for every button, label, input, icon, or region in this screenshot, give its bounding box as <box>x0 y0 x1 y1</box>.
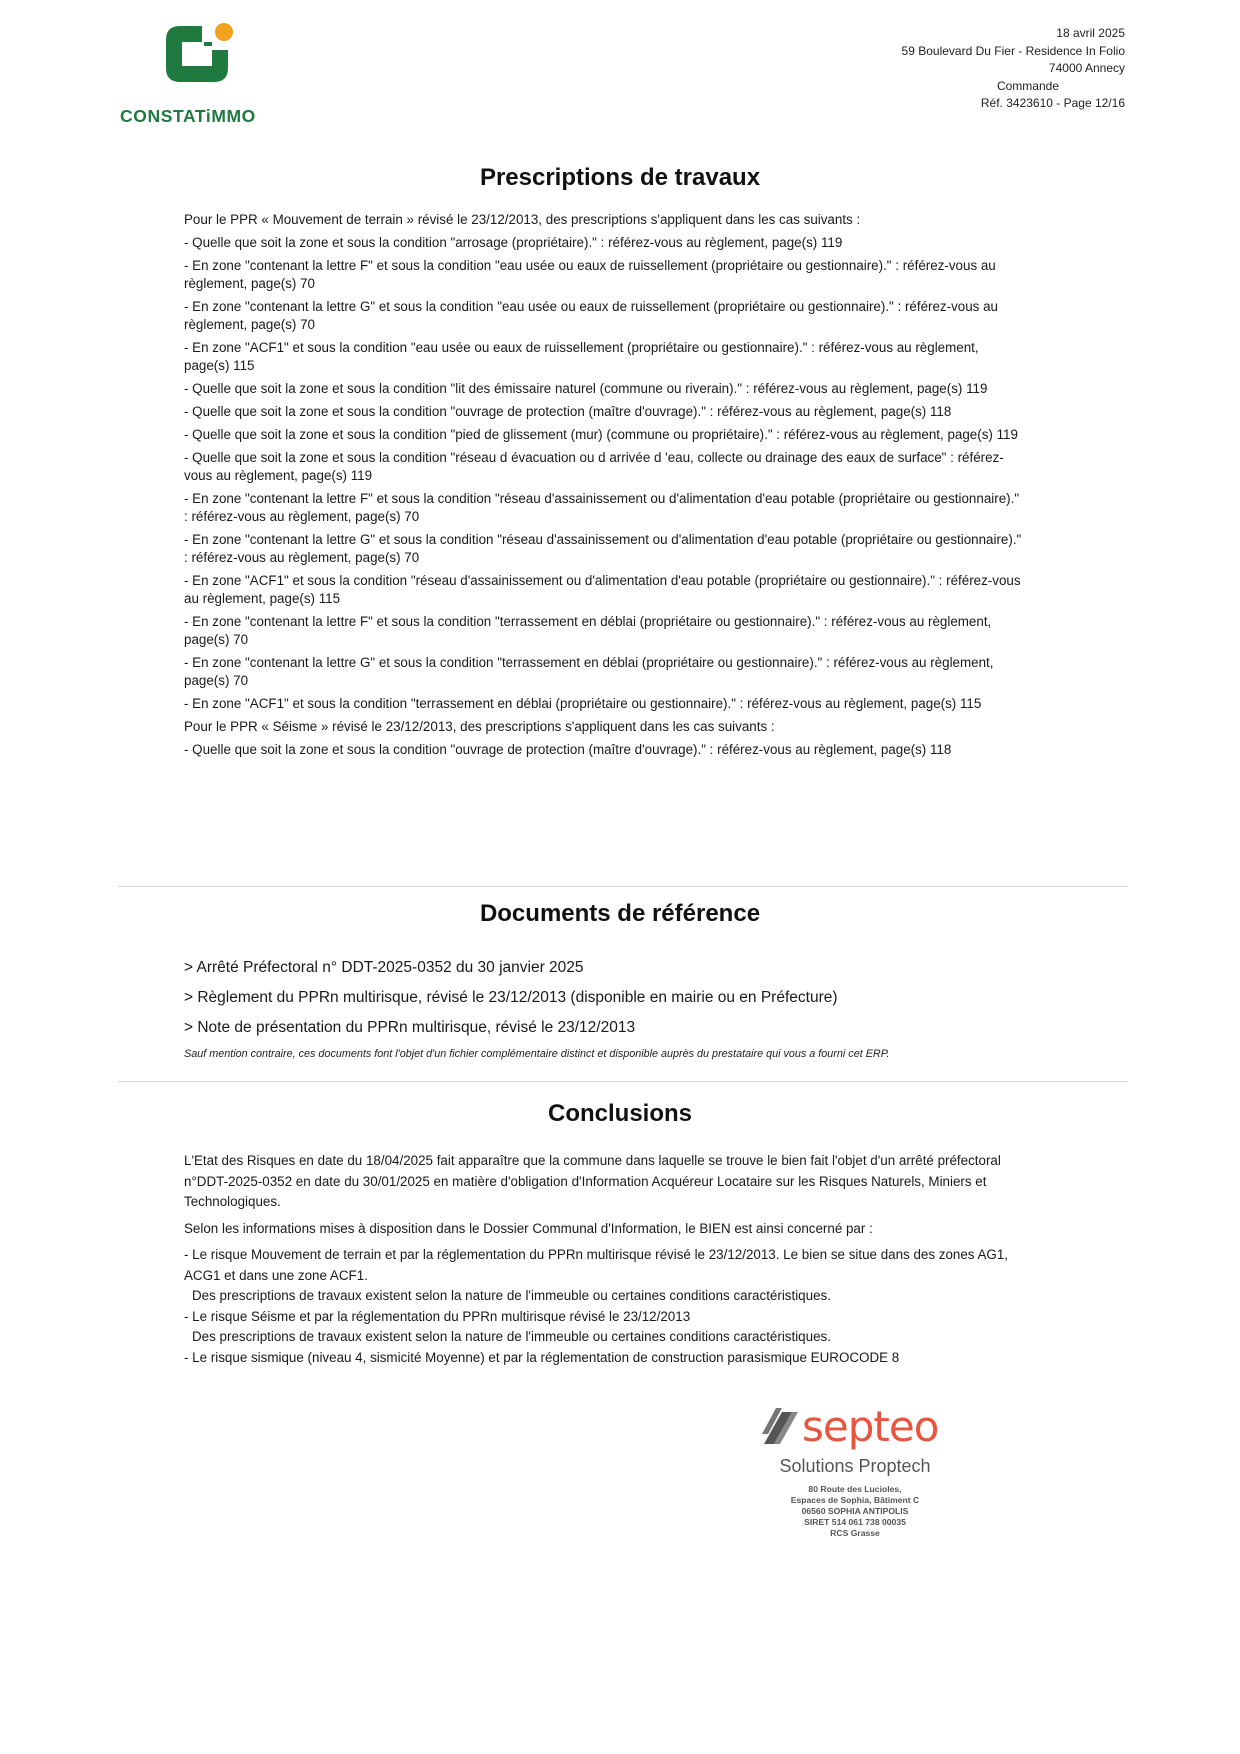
septeo-address-line: 06560 SOPHIA ANTIPOLIS <box>801 1506 909 1516</box>
constatimmo-logo <box>118 20 288 130</box>
references-list <box>184 958 1064 1048</box>
prescription-item: - En zone "contenant la lettre F" et sous la condition "eau usée ou eaux de ruissellement (propriétaire ou gestionnaire)." : référez-vous au règlement, page(s) 70 <box>184 258 996 291</box>
prescription-item: - Quelle que soit la zone et sous la condition "ouvrage de protection (maître d'ouvrage)." : référez-vous au règlement, page(s) 118 <box>184 404 952 419</box>
septeo-address-line: SIRET 514 061 738 00035 <box>804 1517 906 1527</box>
conclusions-title: Conclusions <box>547 1100 692 1127</box>
references-title: Documents de référence <box>479 900 761 927</box>
prescription-item: - En zone "ACF1" et sous la condition "réseau d'assainissement ou d'alimentation d'eau potable (propriétaire ou gestionnaire)." : référez-vous au règlement, page(s) 115 <box>184 573 1021 606</box>
prescription-item: - En zone "contenant la lettre G" et sous la condition "réseau d'assainissement ou d'alimentation d'eau potable (propriétaire ou gestionnaire)." : référez-vous au règlement, page(s) 70 <box>184 532 1022 565</box>
prescription-item: - Quelle que soit la zone et sous la condition "arrosage (propriétaire)." : référez-vous au règlement, page(s) 119 <box>184 235 843 250</box>
section-divider <box>118 1081 1128 1082</box>
header-info <box>902 25 1125 113</box>
reference-item: > Note de présentation du PPRn multirisque, révisé le 23/12/2013 <box>184 1019 636 1036</box>
septeo-logo-word: septeo <box>802 1402 939 1451</box>
constatimmo-logo-icon <box>162 20 242 92</box>
septeo-subtitle: Solutions Proptech <box>779 1456 931 1476</box>
reference-page: Réf. 3423610 - Page 12/16 <box>980 96 1125 111</box>
order-label: Commande <box>996 78 1059 93</box>
brand-name: CONSTATiMMO <box>120 106 256 126</box>
prescription-item: - Quelle que soit la zone et sous la condition "ouvrage de protection (maître d'ouvrage)." : référez-vous au règlement, page(s) 118 <box>184 742 952 757</box>
conclusions-body <box>184 1151 1034 1368</box>
risk-item: - Le risque sismique (niveau 4, sismicité Moyenne) et par la réglementation de construction parasismique EUROCODE 8 <box>184 1349 900 1365</box>
risk-note: Des prescriptions de travaux existent selon la nature de l'immeuble ou certaines conditions caractéristiques. <box>192 1288 831 1303</box>
reference-item: > Règlement du PPRn multirisque, révisé le 23/12/2013 (disponible en mairie ou en Préfecture) <box>184 989 838 1006</box>
prescription-item: - En zone "contenant la lettre G" et sous la condition "eau usée ou eaux de ruissellement (propriétaire ou gestionnaire)." : référez-vous au règlement, page(s) 70 <box>184 299 998 332</box>
septeo-address-line: Espaces de Sophia, Bâtiment C <box>790 1495 920 1505</box>
property-address-line1: 59 Boulevard Du Fier - Residence In Folio <box>901 43 1125 58</box>
section-divider <box>118 886 1128 887</box>
septeo-address-line: 80 Route des Lucioles, <box>808 1484 902 1494</box>
risk-note: Des prescriptions de travaux existent selon la nature de l'immeuble ou certaines conditions caractéristiques. <box>192 1329 831 1344</box>
prescription-item: - Quelle que soit la zone et sous la condition "pied de glissement (mur) (commune ou propriétaire)." : référez-vous au règlement, page(s) 119 <box>184 427 1018 442</box>
septeo-stripes-icon <box>762 1408 802 1448</box>
prescription-item: - Quelle que soit la zone et sous la condition "réseau d évacuation ou d arrivée d 'eau, collecte ou drainage des eaux de surface" : référez-vous au règlement, page(s) 119 <box>184 450 1004 483</box>
prescription-item: - En zone "ACF1" et sous la condition "eau usée ou eaux de ruissellement (propriétaire ou gestionnaire)." : référez-vous au règlement, page(s) 115 <box>184 340 979 373</box>
property-address-line2: 74000 Annecy <box>1048 61 1125 76</box>
conclusions-concern: Selon les informations mises à disposition dans le Dossier Communal d'Information, le BIEN est ainsi concerné par : <box>184 1220 873 1236</box>
prescription-item: - En zone "contenant la lettre F" et sous la condition "terrassement en déblai (propriétaire ou gestionnaire)." : référez-vous au règlement, page(s) 70 <box>184 614 992 647</box>
septeo-address-line: RCS Grasse <box>830 1528 880 1538</box>
references-note: Sauf mention contraire, ces documents font l'objet d'un fichier complémentaire distinct et disponible auprès du prestataire qui vous a fourni cet ERP. <box>184 1048 890 1060</box>
conclusions-intro: L'Etat des Risques en date du 18/04/2025 fait apparaître que la commune dans laquelle se trouve le bien fait l'objet d'un arrêté préfectoral n°DDT-2025-0352 en date du 30/01/2025 en matière d'obligation d'Information Acquéreur Locataire sur les Risques Naturels, Miniers et Technologiques. <box>184 1153 1001 1209</box>
prescription-item: - En zone "ACF1" et sous la condition "terrassement en déblai (propriétaire ou gestionnaire)." : référez-vous au règlement, page(s) 115 <box>184 696 982 711</box>
prescription-item: - En zone "contenant la lettre F" et sous la condition "réseau d'assainissement ou d'alimentation d'eau potable (propriétaire ou gestionnaire)." : référez-vous au règlement, page(s) 70 <box>184 491 1020 524</box>
prescription-item: Pour le PPR « Séisme » révisé le 23/12/2013, des prescriptions s'appliquent dans les cas suivants : <box>184 719 775 734</box>
prescription-item: - En zone "contenant la lettre G" et sous la condition "terrassement en déblai (propriétaire ou gestionnaire)." : référez-vous au règlement, page(s) 70 <box>184 655 994 688</box>
reference-item: > Arrêté Préfectoral n° DDT-2025-0352 du 30 janvier 2025 <box>184 959 584 976</box>
risk-item: - Le risque Mouvement de terrain et par la réglementation du PPRn multirisque révisé le 23/12/2013. Le bien se situe dans des zones AG1, ACG1 et dans une zone ACF1. <box>184 1247 1009 1283</box>
risk-item: - Le risque Séisme et par la réglementation du PPRn multirisque révisé le 23/12/2013 <box>184 1308 691 1324</box>
prescription-item: - Quelle que soit la zone et sous la condition "lit des émissaire naturel (commune ou riverain)." : référez-vous au règlement, page(s) 119 <box>184 381 988 396</box>
prescriptions-title: Prescriptions de travaux <box>479 164 761 191</box>
prescription-item: Pour le PPR « Mouvement de terrain » révisé le 23/12/2013, des prescriptions s'appliquent dans les cas suivants : <box>184 212 861 227</box>
document-date: 18 avril 2025 <box>1056 26 1125 40</box>
prescriptions-list <box>184 211 1026 764</box>
septeo-address <box>760 1484 950 1539</box>
